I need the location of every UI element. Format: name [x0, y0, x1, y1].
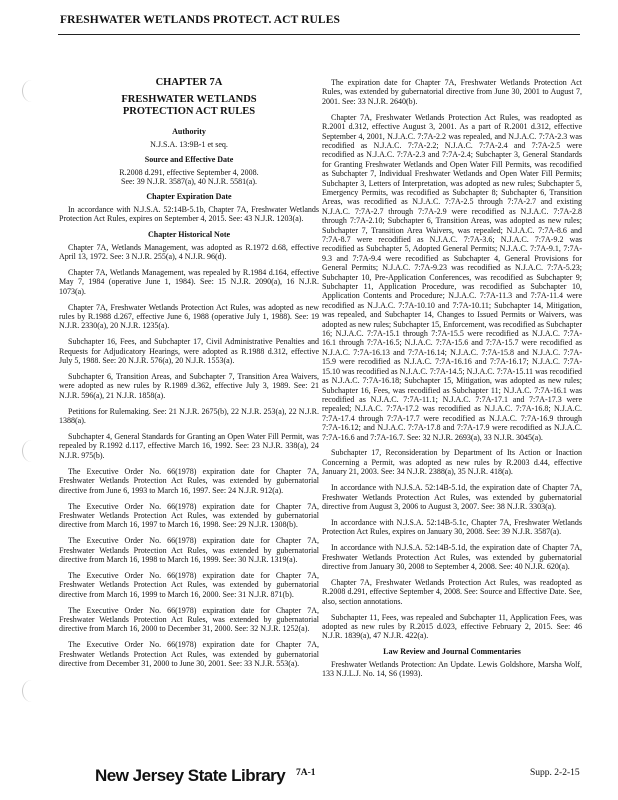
history-paragraph: The Executive Order No. 66(1978) expiration date for Chapter 7A, Freshwater Wetlands Protection Act Rules, was extended by gubernatorial directive from March 16, 1998 to March 16, 1999. See: 30 N.J.R. 1319(a). [59, 536, 319, 565]
library-stamp: New Jersey State Library [95, 766, 286, 785]
history-heading: Chapter Historical Note [147, 230, 231, 240]
authority-heading: Authority [172, 127, 206, 137]
expiration-paragraph: In accordance with N.J.S.A. 52:14B-5.1b, Chapter 7A, Freshwater Wetlands Protection Act Rules, expires on September 4, 2015. See: 43 N.J.R. 1203(a). [59, 204, 319, 224]
history-paragraph: Subchapter 17, Reconsideration by Department of Its Action or Inaction Concerning a Permit, was adopted as new rules by R.2003 d.44, effective January 21, 2003. See: 34 N.J.R. 2388(a), 35 N.J.R. 418(a). [322, 448, 582, 477]
history-paragraph: Subchapter 11, Fees, was repealed and Subchapter 11, Application Fees, was adopted as new rules by R.2015 d.023, effective February 2, 2015. See: 46 N.J.R. 1839(a), 47 N.J.R. 422(a). [322, 612, 582, 641]
expiration-heading: Chapter Expiration Date [146, 192, 232, 202]
history-paragraph: The Executive Order No. 66(1978) expiration date for Chapter 7A, Freshwater Wetlands Protection Act Rules, was extended by gubernatorial directive from March 16, 1999 to March 16, 2000. See: 31 N.J.R. 871(b). [59, 570, 319, 599]
history-paragraph: The expiration date for Chapter 7A, Freshwater Wetlands Protection Act Rules, was extended by gubernatorial directive from June 30, 2001 to August 7, 2001. See: 33 N.J.R. 2640(b). [322, 78, 582, 106]
history-paragraph: Chapter 7A, Freshwater Wetlands Protection Act Rules, was adopted as new rules by R.1988 d.267, effective June 6, 1988 (operative July 1, 1988). See: 19 N.J.R. 2330(a), 20 N.J.R. 1235(a). [59, 302, 319, 331]
history-paragraph: Chapter 7A, Wetlands Management, was repealed by R.1984 d.164, effective May 7, 1984 (operative June 1, 1984). See: 15 N.J.R. 2090(a), 16 N.J.R. 1073(a). [59, 267, 319, 296]
history-paragraph: In accordance with N.J.S.A. 52:14B-5.1d, the expiration date of Chapter 7A, Freshwater Wetlands Protection Act Rules, was extended by gubernatorial directive from August 3, 2006 to August 3, 2007. See: 38 N.J.R. 3303(a). [322, 483, 582, 511]
history-paragraph: Chapter 7A, Freshwater Wetlands Protection Act Rules, was readopted as R.2008 d.291, effective September 4, 2008. See: Source and Effective Date. See, also, section annotations. [322, 577, 582, 606]
history-paragraph: Chapter 7A, Wetlands Management, was adopted as R.1972 d.68, effective April 13, 1972. See: 3 N.J.R. 255(a), 4 N.J.R. 96(d). [59, 242, 319, 261]
chapter-title-line: FRESHWATER WETLANDS [121, 94, 257, 106]
running-header: FRESHWATER WETLANDS PROTECT. ACT RULES [60, 14, 340, 26]
source-line: See: 39 N.J.R. 3587(a), 40 N.J.R. 5581(a). [121, 177, 257, 187]
history-paragraph: The Executive Order No. 66(1978) expiration date for Chapter 7A, Freshwater Wetlands Protection Act Rules, was extended by gubernatorial directive from March 16, 2000 to December 31, 2000. See: 32 N.J.R. 1252(a). [59, 605, 319, 634]
source-heading: Source and Effective Date [144, 155, 234, 165]
right-column [322, 78, 582, 685]
page-number: 7A-1 [296, 768, 316, 778]
supplement-date: Supp. 2-2-15 [530, 768, 580, 778]
left-column [59, 74, 319, 675]
history-paragraph: Subchapter 4, General Standards for Granting an Open Water Fill Permit, was repealed by R.1992 d.117, effective March 16, 1992. See: 23 N.J.R. 338(a), 24 N.J.R. 975(b). [59, 432, 319, 460]
history-paragraph: Subchapter 16, Fees, and Subchapter 17, Civil Administrative Penalties and Requests for Adjudicatory Hearings, were adopted as R.1988 d.312, effective July 5, 1988. See: 20 N.J.R. 576(a), 20 N.J.R. 1553(a). [59, 337, 319, 366]
binder-hole-mark [22, 80, 41, 102]
chapter-title-line: PROTECTION ACT RULES [122, 106, 256, 118]
binder-hole-mark [22, 680, 41, 702]
history-paragraph: In accordance with N.J.S.A. 52:14B-5.1c, Chapter 7A, Freshwater Wetlands Protection Act Rules, expires on January 30, 2008. See: 39 N.J.R. 3587(a). [322, 517, 582, 537]
history-paragraph: Subchapter 6, Transition Areas, and Subchapter 7, Transition Area Waivers, were adopted as new rules by R.1989 d.362, effective July 3, 1989. See: 21 N.J.R. 596(a), 21 N.J.R. 1858(a). [59, 372, 319, 400]
binder-hole-mark [22, 440, 41, 462]
history-paragraph: Chapter 7A, Freshwater Wetlands Protection Act Rules, was readopted as R.2001 d.312, effective August 3, 2001. As a part of R.2001 d.312, effective September 4, 2001, N.J.A.C. 7:7A-2.2 was repealed, and N.J.A.C. 7:7A-2.3 was recodified as N.J.A.C. 7:7A-2.2; N.J.A.C. 7:7A-2.4 and 7:7A-2.5 were recodified as N.J.A.C. 7:7A-2.3 and 7:7A-2.4; Subchapter 3, General Standards for Granting Freshwater Wetlands and Open Water Fill Permits, was recodified as Subchapter 7, Individual Freshwater Wetlands and Open Water Fill Permits; Subchapter 3, Letters of Interpretation, was adopted as new rules; Subchapter 5, Emergency Permits, was recodified as Subchapter 8; Subchapter 6, Transition Areas, was recodified as N.J.A.C. 7:7A-2.5 through 7:7A-2.7 and existing N.J.A.C. 7:7A-2.7 through 7:7A-2.9 were recodified as N.J.A.C. 7:7A-2.8 through 7:7A-2.10; Subchapter 6, Transition Areas, was adopted as new rules; Subchapter 7, Transition Area Waivers, was repealed; N.J.A.C. 7:7A-8.6 and 7:7A-8.7 were recodified as N.J.A.C. 7:7A-3.6; N.J.A.C. 7:7A-9.2 was recodified as Subchapter 5, Adopted General Permits; N.J.A.C. 7:7A-9.1, 7:7A-9.3 and 7:7A-9.4 were recodified as Subchapter 4, General Provisions for General Permits; N.J.A.C. 7:7A-9.23 was recodified as N.J.A.C. 7:7A-5.23; Subchapter 10, Pre-Application Conferences, was recodified as Subchapter 9; Subchapter 11, Application Procedure, was recodified as Subchapter 10, Application Contents and Procedure; N.J.A.C. 7:7A-11.3 and 7:7A-11.4 were recodified as N.J.A.C. 7:7A-10.10 and 7:7A-10.11; Subchapter 14, Mitigation, was repealed, and Subchapter 14, Changes to Issued Permits or Waivers, was adopted as new rules; Subchapter 15, Enforcement, was recodified as Subchapter 16; N.J.A.C. 7:7A-15.1 through 7:7A-15.5 were recodified as N.J.A.C. 7:7A-16.1 through 7:7A-16.5; N.J.A.C. 7:7A-15.6 and 7:7A-15.7 were recodified as N.J.A.C. 7:7A-16.13 and 7:7A-16.14; N.J.A.C. 7:7A-15.8 and N.J.A.C. 7:7A-15.9 were recodified as N.J.A.C. 7:7A-16.16 and 7:7A-16.17; N.J.A.C. 7:7A-15.10 was recodified as N.J.A.C. 7:7A-14.5; N.J.A.C. 7:7A-15.11 was recodified as N.J.A.C. 7:7A-16.18; Subchapter 15, Mitigation, was adopted as new rules; Subchapter 16, Fees, was recodified as Subchapter 11; N.J.A.C. 7:7A-16.1 was recodified as N.J.A.C. 7:7A-11.1; N.J.A.C. 7:7A-17.1 and 7:7A-17.3 were repealed; N.J.A.C. 7:7A-17.2 was recodified as N.J.A.C. 7:7A-16.8; N.J.A.C. 7:7A-17.4 through 7:7A-17.7 were recodified as N.J.A.C. 7:7A-16.9 through 7:7A-16.12; and N.J.A.C. 7:7A-17.8 and 7:7A-17.9 were recodified as N.J.A.C. 7:7A-16.6 and 7:7A-16.7. See: 32 N.J.R. 2693(a), 33 N.J.R. 3045(a). [322, 112, 582, 442]
chapter-number: CHAPTER 7A [155, 77, 223, 88]
law-review-heading: Law Review and Journal Commentaries [383, 647, 521, 657]
history-paragraph: Petitions for Rulemaking. See: 21 N.J.R. 2675(b), 22 N.J.R. 253(a), 22 N.J.R. 1388(a). [59, 406, 319, 426]
history-paragraph: The Executive Order No. 66(1978) expiration date for Chapter 7A, Freshwater Wetlands Protection Act Rules, was extended by gubernatorial directive from March 16, 1997 to March 16, 1998. See: 29 N.J.R. 1308(b). [59, 501, 319, 530]
source-text [59, 168, 319, 187]
chapter-title [59, 94, 319, 118]
source-line: R.2008 d.291, effective September 4, 2008. [119, 167, 259, 177]
header-rule [58, 34, 580, 35]
history-paragraph: The Executive Order No. 66(1978) expiration date for Chapter 7A, Freshwater Wetlands Protection Act Rules, was extended by gubernatorial directive from June 6, 1993 to March 16, 1997. See: 24 N.J.R. 912(a). [59, 466, 319, 495]
authority-text: N.J.S.A. 13:9B-1 et seq. [150, 139, 228, 149]
history-paragraph: The Executive Order No. 66(1978) expiration date for Chapter 7A, Freshwater Wetlands Protection Act Rules, was extended by gubernatorial directive from December 31, 2000 to June 30, 2001. See: 33 N.J.R. 553(a). [59, 640, 319, 669]
law-review-paragraph: Freshwater Wetlands Protection: An Update. Lewis Goldshore, Marsha Wolf, 133 N.J.L.J. No. 14, S6 (1993). [322, 659, 582, 679]
history-paragraph: In accordance with N.J.S.A. 52:14B-5.1d, the expiration date of Chapter 7A, Freshwater Wetlands Protection Act Rules, was extended by gubernatorial directive from January 30, 2008 to September 4, 2008. See: 40 N.J.R. 620(a). [322, 543, 582, 571]
